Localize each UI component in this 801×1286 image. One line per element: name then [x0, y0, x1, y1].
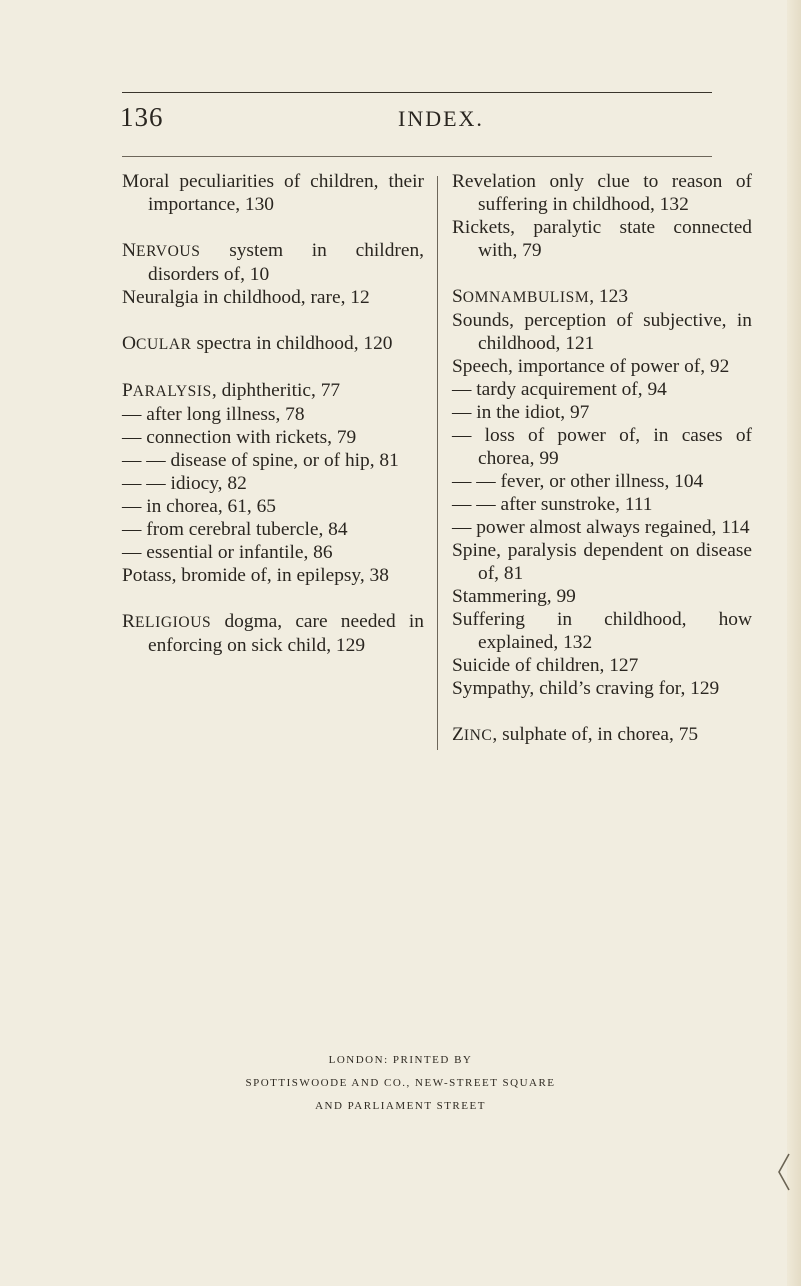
index-entry-text: — — fever, or other illness, 104: [452, 471, 704, 492]
index-entry-text: Sounds, perception of subjective, in childhood, 121: [452, 310, 752, 354]
heading-initial: O: [122, 333, 137, 354]
index-heading-word: [122, 333, 192, 354]
column-divider: [437, 176, 438, 750]
index-entry-text: Neuralgia in childhood, rare, 12: [122, 287, 370, 308]
index-entry: [122, 449, 424, 472]
index-entry-text: — from cerebral tubercle, 84: [122, 519, 348, 540]
heading-rest: CULAR: [136, 336, 192, 353]
index-entry: [122, 332, 424, 356]
header-sub-rule: [122, 156, 712, 157]
group-gap: [122, 587, 424, 610]
index-entry: [122, 379, 424, 403]
index-entry-text: Revelation only clue to reason of suffering in childhood, 132: [452, 171, 752, 215]
index-entry-text: Spine, paralysis dependent on disease of, 81: [452, 540, 752, 584]
index-entry-text: Potass, bromide of, in epilepsy, 38: [122, 565, 389, 586]
index-entry: [122, 610, 424, 657]
index-entry: [452, 539, 752, 585]
heading-rest: INC: [463, 727, 493, 744]
running-title: INDEX.: [398, 106, 484, 131]
index-column-right: [452, 170, 752, 747]
index-entry: [452, 723, 752, 747]
index-entry: [452, 493, 752, 516]
index-entry-text: , sulphate of, in chorea, 75: [492, 724, 699, 745]
group-gap: [452, 262, 752, 285]
header-rule: [122, 92, 712, 93]
index-entry: [122, 564, 424, 587]
index-entry-text: Suicide of children, 127: [452, 655, 639, 676]
index-entry: [452, 654, 752, 677]
index-entry-text: Stammering, 99: [452, 586, 576, 607]
index-entry: [452, 677, 752, 700]
imprint-line-1: LONDON: PRINTED BY: [328, 1054, 473, 1066]
index-entry: [122, 239, 424, 286]
heading-rest: ARALYSIS: [132, 383, 212, 400]
heading-initial: S: [452, 286, 463, 307]
index-entry: [122, 541, 424, 564]
index-entry: [452, 608, 752, 654]
index-entry: [452, 585, 752, 608]
index-entry-text: , diphtheritic, 77: [211, 380, 341, 401]
printer-imprint: [0, 1049, 801, 1118]
index-entry-text: — loss of power of, in cases of chorea, 99: [452, 425, 752, 469]
index-entry: [452, 470, 752, 493]
index-entry-text: system in children, disorders of, 10: [148, 240, 424, 285]
index-entry-text: Moral peculiarities of children, their importance, 130: [122, 171, 424, 215]
index-heading-word: [122, 611, 211, 632]
group-gap: [452, 700, 752, 723]
index-entry: [122, 426, 424, 449]
heading-rest: OMNAMBULISM: [462, 289, 590, 306]
index-entry: [122, 495, 424, 518]
index-entry-text: — tardy acquirement of, 94: [452, 379, 667, 400]
index-entry: [452, 216, 752, 262]
heading-rest: ELIGIOUS: [134, 614, 212, 631]
index-entry: [452, 516, 752, 539]
index-entry: [122, 170, 424, 216]
index-entry: [452, 285, 752, 309]
heading-initial: Z: [452, 724, 464, 745]
index-entry: [452, 355, 752, 378]
page-fold-mark: [773, 1152, 795, 1192]
index-entry: [122, 472, 424, 495]
page-number: 136: [120, 102, 164, 132]
index-entry: [122, 286, 424, 309]
index-entry-text: — in chorea, 61, 65: [122, 496, 277, 517]
index-entry-text: Sympathy, child’s craving for, 129: [452, 678, 720, 699]
index-entry-text: — connection with rickets, 79: [122, 427, 357, 448]
index-entry-text: — — after sunstroke, 111: [452, 494, 653, 515]
index-entry-text: Suffering in childhood, how explained, 132: [452, 609, 752, 653]
index-entry: [452, 309, 752, 355]
index-heading-word: [452, 286, 589, 307]
index-column-left: [122, 170, 424, 657]
index-entry-text: — in the idiot, 97: [452, 402, 590, 423]
index-heading-word: [452, 724, 492, 745]
heading-rest: ERVOUS: [136, 243, 201, 260]
heading-initial: P: [122, 380, 133, 401]
index-entry-text: dogma, care needed in enforcing on sick child, 129: [148, 611, 424, 656]
index-entry-text: Rickets, paralytic state connected with, 79: [452, 217, 752, 261]
group-gap: [122, 356, 424, 379]
index-heading-word: [122, 240, 200, 261]
index-entry: [122, 518, 424, 541]
index-entry-text: — — idiocy, 82: [122, 473, 247, 494]
group-gap: [122, 309, 424, 332]
index-entry: [452, 170, 752, 216]
index-entry-text: spectra in childhood, 120: [191, 333, 393, 354]
index-entry-text: Speech, importance of power of, 92: [452, 356, 730, 377]
index-entry-text: — power almost always regained, 114: [452, 517, 750, 538]
imprint-line-3: AND PARLIAMENT STREET: [315, 1100, 486, 1112]
group-gap: [122, 216, 424, 239]
heading-initial: N: [122, 240, 137, 261]
index-entry-text: , 123: [589, 286, 629, 307]
heading-initial: R: [122, 611, 135, 632]
imprint-line-2: SPOTTISWOODE AND CO., NEW-STREET SQUARE: [245, 1077, 556, 1089]
index-entry: [122, 403, 424, 426]
index-entry-text: — after long illness, 78: [122, 404, 305, 425]
index-entry: [452, 378, 752, 401]
index-entry: [452, 424, 752, 470]
index-entry-text: — essential or infantile, 86: [122, 542, 333, 563]
index-heading-word: [122, 380, 212, 401]
index-entry: [452, 401, 752, 424]
index-entry-text: — — disease of spine, or of hip, 81: [122, 450, 399, 471]
